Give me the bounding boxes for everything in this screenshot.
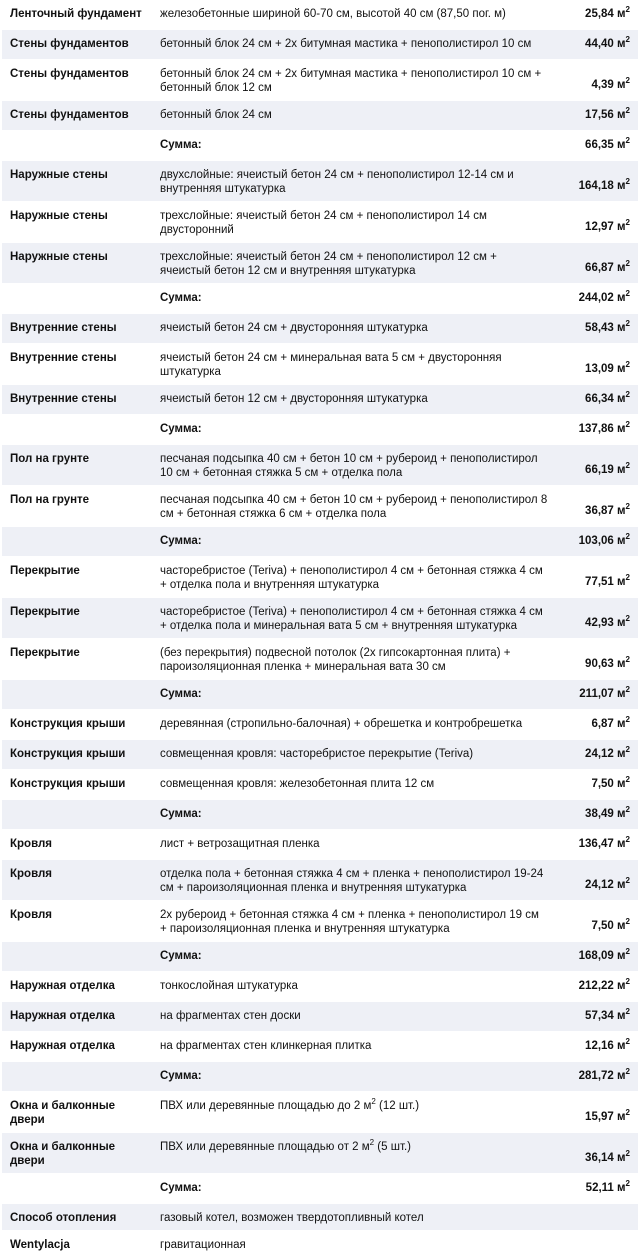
superscript: 2 [371,1097,376,1106]
element-name: Пол на грунте [2,486,152,527]
unit: м [617,688,626,700]
value-number: 77,51 [585,576,614,588]
unit: м [617,838,626,850]
sum-value [552,942,638,972]
unit-superscript: 2 [625,177,630,186]
value-number: 212,22 [578,980,614,992]
area-value [552,161,638,202]
element-description: часторебристое (Teriva) + пенополистирол 4 см + бетонная стяжка 4 см + отделка пола и внутренняя штукатурка [152,557,552,598]
area-value [552,710,638,740]
unit-superscript: 2 [625,805,630,814]
value-number: 137,86 [578,423,614,435]
area-value [552,486,638,527]
area-value [552,1204,638,1231]
sum-label: Сумма: [152,131,552,161]
sum-label: Сумма: [152,284,552,314]
element-description: тонкослойная штукатурка [152,972,552,1002]
element-name [2,680,152,710]
unit-superscript: 2 [625,390,630,399]
unit: м [617,748,626,760]
area-value [552,385,638,415]
sum-row [2,284,638,314]
element-name: Внутренние стены [2,344,152,385]
element-description: песчаная подсыпка 40 см + бетон 10 см + рубероид + пенополистирол 8 см + бетонная стяжка 6 см + отделка пола [152,486,552,527]
unit-superscript: 2 [625,1067,630,1076]
sum-label: Сумма: [152,1062,552,1092]
area-value [552,30,638,60]
element-description: железобетонные шириной 60-70 см, высотой 40 см (87,50 пог. м) [152,0,552,30]
value-number: 136,47 [578,838,614,850]
sum-label: Сумма: [152,415,552,445]
table-row [2,901,638,942]
element-name: Окна и балконные двери [2,1133,152,1174]
unit-superscript: 2 [625,835,630,844]
unit-superscript: 2 [625,532,630,541]
sum-row [2,527,638,557]
unit-superscript: 2 [625,655,630,664]
value-number: 7,50 [591,778,614,790]
element-description: бетонный блок 24 см + 2х битумная мастика + пенополистирол 10 см [152,30,552,60]
value-number: 15,97 [585,1111,614,1123]
table-row [2,385,638,415]
area-value [552,1032,638,1062]
element-name: Наружная отделка [2,1032,152,1062]
sum-value [552,415,638,445]
table-row [2,598,638,639]
sum-value [552,1174,638,1204]
unit: м [617,38,626,50]
element-name: Кровля [2,860,152,901]
value-number: 38,49 [585,808,614,820]
area-value [552,202,638,243]
description-text: ПВХ или деревянные площадью до 2 м [160,1100,372,1112]
area-value [552,860,638,901]
unit: м [617,505,626,517]
area-value [552,101,638,131]
value-number: 36,87 [585,505,614,517]
table-row [2,30,638,60]
sum-row [2,415,638,445]
sum-value [552,284,638,314]
unit-superscript: 2 [625,461,630,470]
table-row [2,202,638,243]
value-number: 244,02 [578,292,614,304]
area-value [552,344,638,385]
element-description: совмещенная кровля: часторебристое перекрытие (Teriva) [152,740,552,770]
unit-superscript: 2 [625,1179,630,1188]
table-row [2,1002,638,1032]
area-value [552,830,638,860]
value-number: 168,09 [578,950,614,962]
value-number: 211,07 [579,688,614,700]
sum-label: Сумма: [152,942,552,972]
element-description: бетонный блок 24 см [152,101,552,131]
unit: м [617,292,626,304]
unit-superscript: 2 [625,502,630,511]
unit-superscript: 2 [625,977,630,986]
unit: м [617,221,626,233]
table-row [2,740,638,770]
unit-superscript: 2 [625,876,630,885]
value-number: 103,06 [578,535,614,547]
element-name: Наружные стены [2,243,152,284]
element-name: Wentylacja [2,1231,152,1258]
unit-superscript: 2 [625,218,630,227]
unit: м [617,79,626,91]
unit: м [617,1152,626,1164]
description-text: ПВХ или деревянные площадью от 2 м [160,1141,370,1153]
table-row [2,1032,638,1062]
unit: м [617,322,626,334]
value-number: 58,43 [585,322,614,334]
element-name [2,415,152,445]
element-name: Внутренние стены [2,385,152,415]
value-number: 52,11 [585,1182,614,1194]
element-name: Стены фундаментов [2,60,152,101]
sum-row [2,800,638,830]
unit: м [617,180,626,192]
element-name: Способ отопления [2,1204,152,1231]
element-name: Кровля [2,901,152,942]
unit-superscript: 2 [625,35,630,44]
table-row [2,557,638,598]
table-row [2,972,638,1002]
table-row [2,314,638,344]
value-number: 281,72 [578,1070,614,1082]
sum-row [2,942,638,972]
area-value [552,972,638,1002]
value-number: 13,09 [585,363,614,375]
unit-superscript: 2 [625,1007,630,1016]
element-name [2,1174,152,1204]
unit: м [617,1070,626,1082]
unit: м [617,363,626,375]
sum-row [2,1062,638,1092]
sum-label: Сумма: [152,800,552,830]
area-value [552,1092,638,1133]
area-value [552,598,638,639]
sum-value [552,800,638,830]
element-name [2,1062,152,1092]
element-description: песчаная подсыпка 40 см + бетон 10 см + рубероид + пенополистирол 10 см + бетонная стяжка 5 см + отделка пола [152,445,552,486]
element-name: Стены фундаментов [2,101,152,131]
table-row [2,639,638,680]
element-name: Перекрытие [2,639,152,680]
description-text: (5 шт.) [374,1141,411,1153]
unit-superscript: 2 [625,360,630,369]
unit: м [617,464,626,476]
specification-table [2,0,638,1258]
element-description: на фрагментах стен доски [152,1002,552,1032]
table-row [2,243,638,284]
unit-superscript: 2 [625,745,630,754]
element-description: газовый котел, возможен твердотопливный котел [152,1204,552,1231]
value-number: 6,87 [591,718,614,730]
unit: м [617,778,626,790]
element-description: совмещенная кровля: железобетонная плита 12 см [152,770,552,800]
unit-superscript: 2 [625,106,630,115]
unit: м [617,8,626,20]
unit-superscript: 2 [625,1037,630,1046]
unit-superscript: 2 [625,917,630,926]
element-name: Конструкция крыши [2,740,152,770]
unit: м [617,950,626,962]
value-number: 42,93 [585,617,614,629]
sum-label: Сумма: [152,680,552,710]
unit-superscript: 2 [625,76,630,85]
unit-superscript: 2 [625,319,630,328]
superscript: 2 [369,1138,375,1147]
area-value [552,243,638,284]
table-row [2,860,638,901]
element-name [2,131,152,161]
table-row [2,161,638,202]
sum-label: Сумма: [152,527,552,557]
specification-body [2,0,638,1258]
unit-superscript: 2 [625,775,630,784]
element-description: ячеистый бетон 12 см + двусторонняя штукатурка [152,385,552,415]
table-row [2,60,638,101]
element-description: отделка пола + бетонная стяжка 4 см + пленка + пенополистирол 19-24 см + пароизоляционная пленка и внутренняя штукатурка [152,860,552,901]
element-name: Наружные стены [2,202,152,243]
unit: м [617,879,626,891]
value-number: 66,34 [585,393,614,405]
unit: м [617,1010,626,1022]
element-name: Перекрытие [2,598,152,639]
sum-value [552,527,638,557]
unit: м [617,1111,626,1123]
unit-superscript: 2 [625,715,630,724]
element-description: на фрагментах стен клинкерная плитка [152,1032,552,1062]
element-description: лист + ветрозащитная пленка [152,830,552,860]
area-value [552,1002,638,1032]
table-row [2,344,638,385]
area-value [552,901,638,942]
table-row [2,486,638,527]
value-number: 36,14 [585,1152,614,1164]
element-name: Конструкция крыши [2,770,152,800]
sum-value [552,1062,638,1092]
element-name [2,800,152,830]
unit: м [617,393,626,405]
value-number: 24,12 [585,748,614,760]
value-number: 44,40 [585,38,614,50]
area-value [552,770,638,800]
unit-superscript: 2 [625,685,630,694]
unit-superscript: 2 [625,1149,630,1158]
sum-row [2,131,638,161]
unit: м [617,535,626,547]
element-description: трехслойные: ячеистый бетон 24 см + пенополистирол 14 см двусторонний [152,202,552,243]
element-name: Наружная отделка [2,1002,152,1032]
element-name: Пол на грунте [2,445,152,486]
area-value [552,60,638,101]
unit: м [617,423,626,435]
area-value [552,557,638,598]
unit-superscript: 2 [625,614,630,623]
sum-value [552,680,638,710]
unit-superscript: 2 [625,947,630,956]
element-description: бетонный блок 24 см + 2х битумная мастика + пенополистирол 10 см + бетонный блок 12 см [152,60,552,101]
unit-superscript: 2 [625,5,630,14]
value-number: 57,34 [585,1010,614,1022]
element-description: трехслойные: ячеистый бетон 24 см + пенополистирол 12 см + ячеистый бетон 12 см и внутренняя штукатурка [152,243,552,284]
value-number: 24,12 [585,879,614,891]
value-number: 4,39 [591,79,614,91]
unit: м [617,718,626,730]
element-name: Стены фундаментов [2,30,152,60]
unit-superscript: 2 [625,136,630,145]
area-value [552,1231,638,1258]
unit-superscript: 2 [625,1108,630,1117]
table-row [2,1204,638,1231]
area-value [552,740,638,770]
table-row [2,710,638,740]
element-description: двухслойные: ячеистый бетон 24 см + пенополистирол 12-14 см и внутренняя штукатурка [152,161,552,202]
unit: м [617,109,626,121]
sum-row [2,680,638,710]
element-description: часторебристое (Teriva) + пенополистирол 4 см + бетонная стяжка 4 см + отделка пола и минеральная вата 5 см + внутренняя штукатурка [152,598,552,639]
element-description: ячеистый бетон 24 см + минеральная вата 5 см + двусторонняя штукатурка [152,344,552,385]
value-number: 164,18 [578,180,614,192]
element-name: Окна и балконные двери [2,1092,152,1133]
element-name: Наружные стены [2,161,152,202]
value-number: 12,16 [585,1040,614,1052]
element-name: Кровля [2,830,152,860]
area-value [552,314,638,344]
table-row [2,0,638,30]
unit-superscript: 2 [625,289,630,298]
element-description: 2х рубероид + бетонная стяжка 4 см + пленка + пенополистирол 19 см + пароизоляционная пленка и внутренняя штукатурка [152,901,552,942]
unit: м [617,1040,626,1052]
element-description: гравитационная [152,1231,552,1258]
value-number: 66,19 [585,464,614,476]
description-text: (12 шт.) [375,1100,420,1112]
area-value [552,639,638,680]
element-description: (без перекрытия) подвесной потолок (2х гипсокартонная плита) + пароизоляционная пленка + минеральная вата 30 см [152,639,552,680]
element-name [2,284,152,314]
unit: м [617,920,626,932]
unit: м [617,980,626,992]
element-description: ячеистый бетон 24 см + двусторонняя штукатурка [152,314,552,344]
unit: м [617,617,626,629]
value-number: 90,63 [585,658,614,670]
unit-superscript: 2 [625,259,630,268]
element-description: деревянная (стропильно-балочная) + обрешетка и контробрешетка [152,710,552,740]
unit: м [617,139,626,151]
element-name [2,527,152,557]
unit: м [617,262,626,274]
value-number: 12,97 [585,221,614,233]
table-row [2,445,638,486]
table-row [2,830,638,860]
element-name: Внутренние стены [2,314,152,344]
value-number: 66,35 [585,139,614,151]
unit-superscript: 2 [625,420,630,429]
element-name [2,942,152,972]
sum-value [552,131,638,161]
table-row [2,1092,638,1133]
value-number: 66,87 [585,262,614,274]
sum-row [2,1174,638,1204]
unit: м [617,576,626,588]
area-value [552,0,638,30]
sum-label: Сумма: [152,1174,552,1204]
table-row [2,1231,638,1258]
table-row [2,101,638,131]
element-name: Ленточный фундамент [2,0,152,30]
element-description [152,1092,552,1133]
unit: м [617,1182,626,1194]
unit: м [617,658,626,670]
value-number: 25,84 [585,8,614,20]
element-name: Перекрытие [2,557,152,598]
unit-superscript: 2 [625,573,630,582]
element-name: Наружная отделка [2,972,152,1002]
area-value [552,445,638,486]
unit: м [617,808,626,820]
value-number: 17,56 [585,109,614,121]
table-row [2,770,638,800]
element-name: Конструкция крыши [2,710,152,740]
value-number: 7,50 [591,920,614,932]
